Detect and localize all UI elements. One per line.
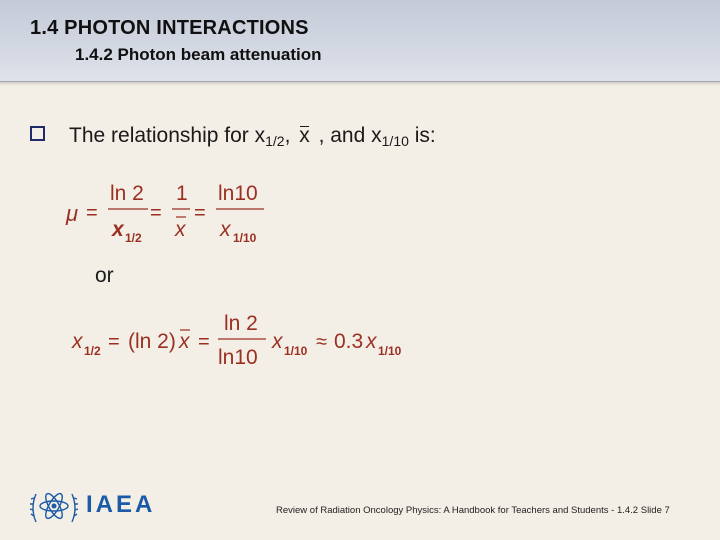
bullet-x-half-sub: 1/2 bbox=[265, 133, 285, 149]
eq2-coef: 0.3 bbox=[334, 330, 364, 353]
bullet-suffix: is: bbox=[408, 124, 436, 147]
bullet-sep2: , and bbox=[312, 124, 372, 147]
iaea-logo-icon bbox=[28, 482, 80, 530]
slide-subtitle: 1.4.2 Photon beam attenuation bbox=[75, 45, 322, 64]
eq2-xbar: x bbox=[179, 330, 190, 353]
eq1-frac3-den-sub: 1/10 bbox=[233, 231, 257, 245]
equation-x-half bbox=[68, 308, 418, 372]
eq1-frac3-num: ln10 bbox=[218, 182, 258, 205]
eq1-mu: μ bbox=[66, 201, 79, 226]
eq1-eq2: = bbox=[150, 202, 162, 224]
footer-citation: Review of Radiation Oncology Physics: A Handbook for Teachers and Students - 1.4.2 Slide 7 bbox=[276, 505, 670, 516]
bullet-text bbox=[69, 124, 436, 149]
eq2-approx: ≈ bbox=[316, 331, 327, 353]
eq2-x-last: x bbox=[366, 330, 377, 353]
eq1-frac1-den: x bbox=[112, 218, 124, 241]
bullet-x-half: x bbox=[254, 124, 266, 147]
eq1-frac1-num: ln 2 bbox=[110, 182, 144, 205]
bullet-prefix: The relationship for bbox=[69, 124, 255, 147]
bullet-x-tenth: x bbox=[371, 124, 382, 147]
eq2-ln2: (ln 2) bbox=[128, 330, 176, 353]
eq2-frac-den: ln10 bbox=[218, 346, 258, 369]
eq1-frac3-den: x bbox=[220, 218, 231, 241]
iaea-logo-text: IAEA bbox=[86, 491, 156, 518]
bullet-square-icon bbox=[30, 126, 45, 141]
eq2-x-term: x bbox=[272, 330, 283, 353]
or-label: or bbox=[95, 264, 114, 287]
slide-title: 1.4 PHOTON INTERACTIONS bbox=[30, 17, 309, 39]
eq1-frac2-num: 1 bbox=[176, 182, 188, 205]
slide-header bbox=[0, 0, 720, 82]
eq2-lhs-sub: 1/2 bbox=[84, 344, 101, 358]
eq2-eq1: = bbox=[108, 331, 120, 353]
bullet-sep1: , bbox=[284, 124, 297, 147]
equation-mu bbox=[64, 176, 274, 248]
eq2-frac-num: ln 2 bbox=[224, 312, 258, 335]
eq2-eq2: = bbox=[198, 331, 210, 353]
bullet-x-tenth-sub: 1/10 bbox=[381, 133, 409, 149]
eq1-eq3: = bbox=[194, 202, 206, 224]
eq1-eq1: = bbox=[86, 202, 98, 224]
eq2-x-term-sub: 1/10 bbox=[284, 344, 308, 358]
eq1-frac1-den-sub: 1/2 bbox=[125, 231, 142, 245]
eq1-frac2-den: x bbox=[175, 218, 186, 241]
eq2-x-last-sub: 1/10 bbox=[378, 344, 402, 358]
bullet-x-mean: x bbox=[296, 124, 313, 148]
eq2-lhs: x bbox=[72, 330, 83, 353]
